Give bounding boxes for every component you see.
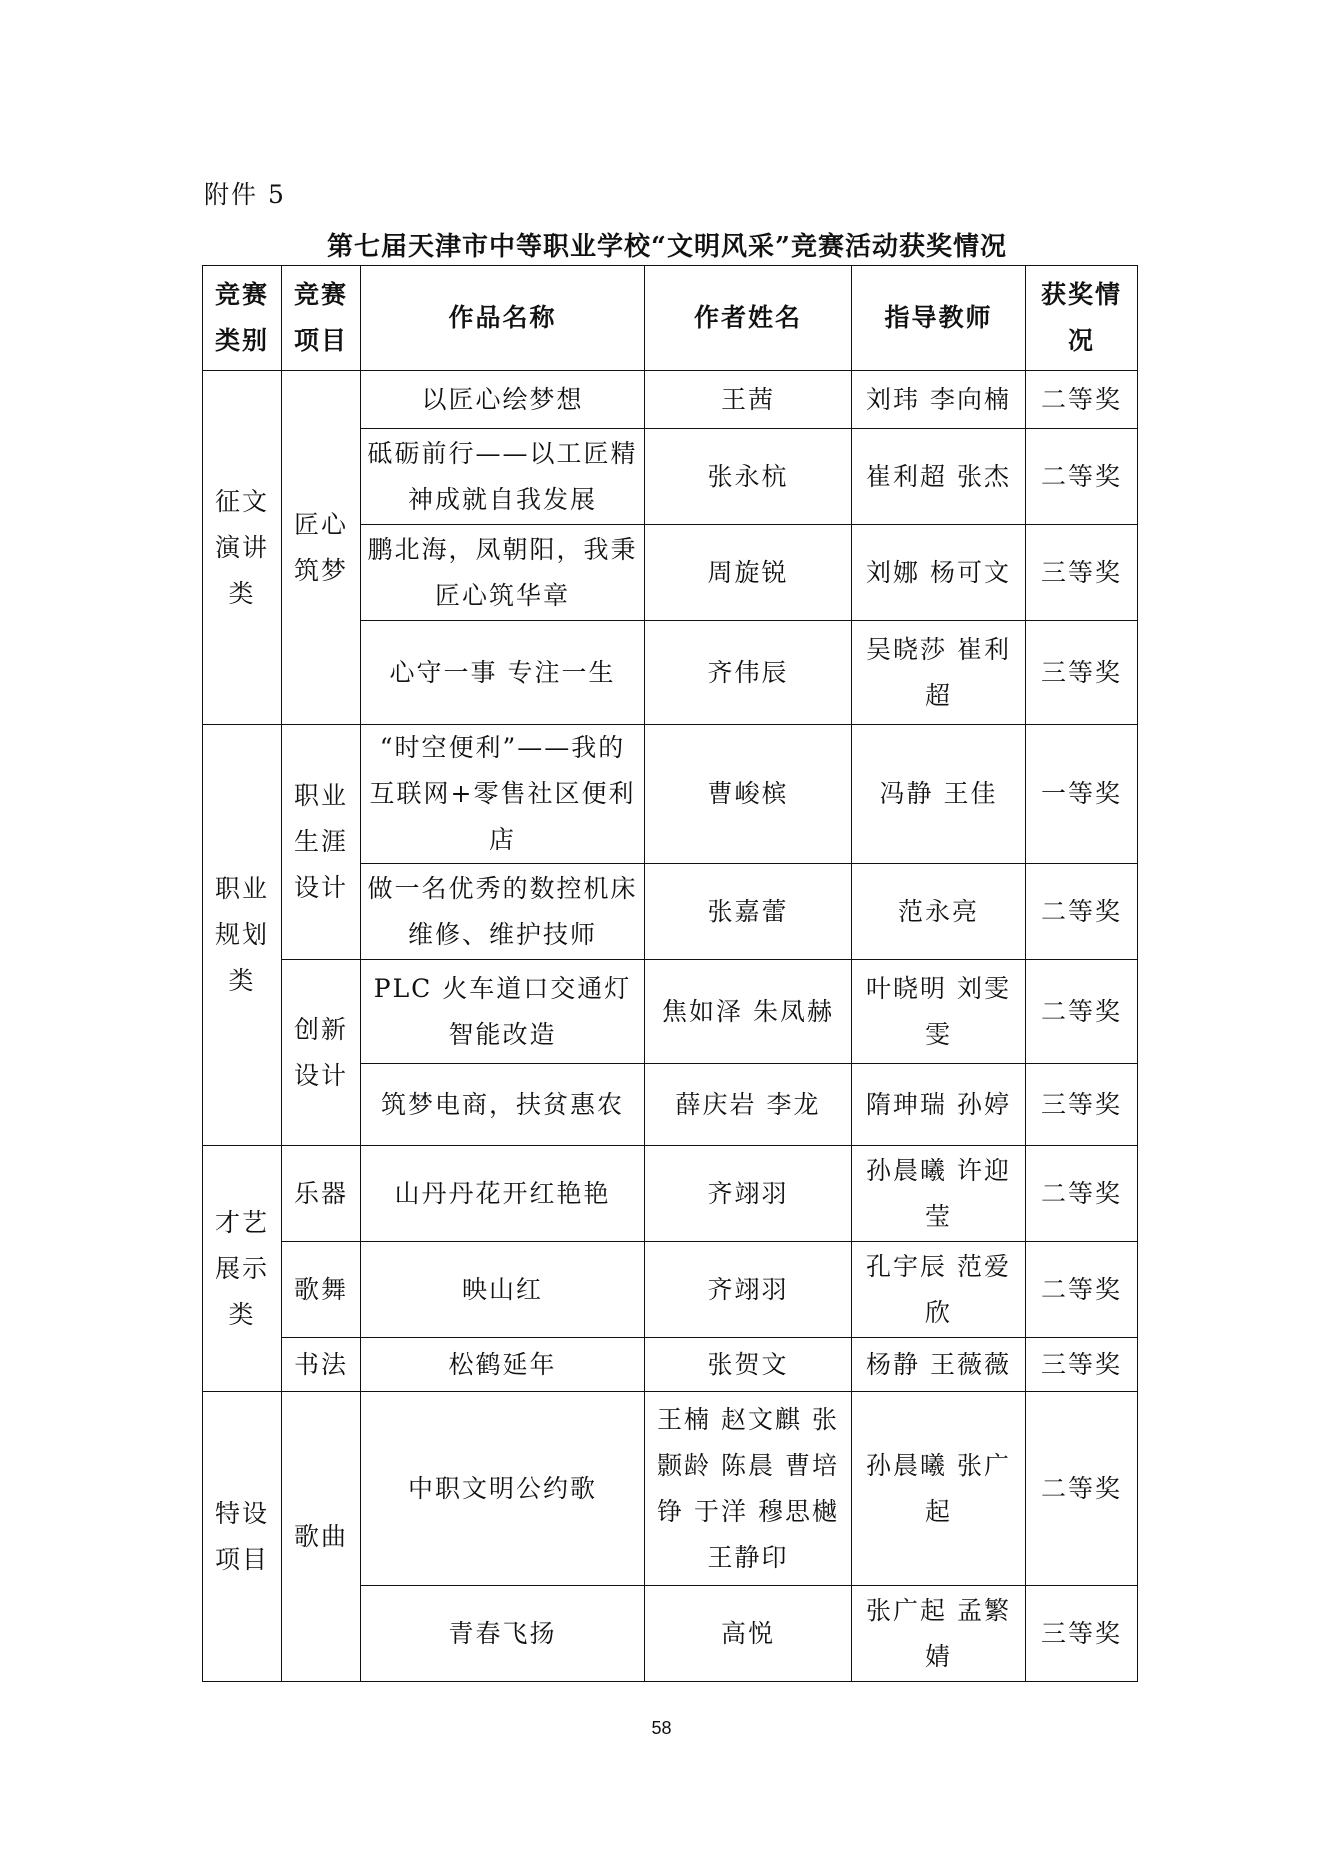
award-cell: 三等奖 bbox=[1026, 1338, 1138, 1392]
author-cell: 齐伟辰 bbox=[645, 621, 852, 725]
work-cell: 映山红 bbox=[361, 1242, 645, 1338]
teacher-cell: 杨静 王薇薇 bbox=[852, 1338, 1026, 1392]
work-cell: 松鹤延年 bbox=[361, 1338, 645, 1392]
author-cell: 王楠 赵文麒 张颢龄 陈晨 曹培铮 于洋 穆思樾 王静印 bbox=[645, 1392, 852, 1586]
award-cell: 二等奖 bbox=[1026, 1242, 1138, 1338]
award-cell: 二等奖 bbox=[1026, 371, 1138, 429]
teacher-cell: 张广起 孟繁婧 bbox=[852, 1586, 1026, 1682]
work-cell: “时空便利”——我的互联网+零售社区便利店 bbox=[361, 725, 645, 864]
author-cell: 焦如泽 朱凤赫 bbox=[645, 960, 852, 1064]
table-row bbox=[203, 1338, 1138, 1392]
table-row bbox=[203, 1242, 1138, 1338]
author-cell: 齐翊羽 bbox=[645, 1146, 852, 1242]
category-cell: 征文演讲类 bbox=[203, 371, 282, 725]
award-cell: 二等奖 bbox=[1026, 864, 1138, 960]
page-number: 58 bbox=[651, 1718, 672, 1738]
award-cell: 一等奖 bbox=[1026, 725, 1138, 864]
teacher-cell: 刘娜 杨可文 bbox=[852, 525, 1026, 621]
header-work: 作品名称 bbox=[361, 266, 645, 371]
teacher-cell: 冯静 王佳 bbox=[852, 725, 1026, 864]
teacher-cell: 崔利超 张杰 bbox=[852, 429, 1026, 525]
teacher-cell: 孙晨曦 张广起 bbox=[852, 1392, 1026, 1586]
author-cell: 齐翊羽 bbox=[645, 1242, 852, 1338]
work-cell: 山丹丹花开红艳艳 bbox=[361, 1146, 645, 1242]
table-header-row bbox=[203, 266, 1138, 371]
award-cell: 二等奖 bbox=[1026, 1146, 1138, 1242]
award-cell: 三等奖 bbox=[1026, 621, 1138, 725]
author-cell: 高悦 bbox=[645, 1586, 852, 1682]
project-cell: 创新设计 bbox=[282, 960, 361, 1146]
table-row bbox=[203, 725, 1138, 864]
author-cell: 王茜 bbox=[645, 371, 852, 429]
award-cell: 二等奖 bbox=[1026, 1392, 1138, 1586]
work-cell: 以匠心绘梦想 bbox=[361, 371, 645, 429]
project-cell: 书法 bbox=[282, 1338, 361, 1392]
category-cell: 特设项目 bbox=[203, 1392, 282, 1682]
author-cell: 张贺文 bbox=[645, 1338, 852, 1392]
project-cell: 职业生涯设计 bbox=[282, 725, 361, 960]
table-row bbox=[203, 1146, 1138, 1242]
category-cell: 才艺展示类 bbox=[203, 1146, 282, 1392]
project-cell: 歌曲 bbox=[282, 1392, 361, 1682]
annex-label: 附件 5 bbox=[204, 180, 286, 209]
award-cell: 二等奖 bbox=[1026, 960, 1138, 1064]
project-cell: 歌舞 bbox=[282, 1242, 361, 1338]
header-award: 获奖情况 bbox=[1026, 266, 1138, 371]
award-cell: 三等奖 bbox=[1026, 525, 1138, 621]
header-teacher: 指导教师 bbox=[852, 266, 1026, 371]
header-category: 竞赛类别 bbox=[203, 266, 282, 371]
teacher-cell: 隋珅瑞 孙婷 bbox=[852, 1064, 1026, 1146]
award-table bbox=[202, 265, 1138, 1682]
author-cell: 薛庆岩 李龙 bbox=[645, 1064, 852, 1146]
work-cell: 砥砺前行——以工匠精神成就自我发展 bbox=[361, 429, 645, 525]
teacher-cell: 叶晓明 刘雯雯 bbox=[852, 960, 1026, 1064]
document-title: 第七届天津市中等职业学校“文明风采”竞赛活动获奖情况 bbox=[327, 232, 1007, 262]
header-project: 竞赛项目 bbox=[282, 266, 361, 371]
award-cell: 三等奖 bbox=[1026, 1586, 1138, 1682]
teacher-cell: 范永亮 bbox=[852, 864, 1026, 960]
table-row bbox=[203, 371, 1138, 429]
work-cell: 心守一事 专注一生 bbox=[361, 621, 645, 725]
teacher-cell: 孔宇辰 范爱欣 bbox=[852, 1242, 1026, 1338]
teacher-cell: 刘玮 李向楠 bbox=[852, 371, 1026, 429]
teacher-cell: 吴晓莎 崔利超 bbox=[852, 621, 1026, 725]
teacher-cell: 孙晨曦 许迎莹 bbox=[852, 1146, 1026, 1242]
header-author: 作者姓名 bbox=[645, 266, 852, 371]
category-cell: 职业规划类 bbox=[203, 725, 282, 1146]
table-row bbox=[203, 960, 1138, 1064]
work-cell: PLC 火车道口交通灯智能改造 bbox=[361, 960, 645, 1064]
work-cell: 鹏北海，凤朝阳，我秉匠心筑华章 bbox=[361, 525, 645, 621]
author-cell: 周旋锐 bbox=[645, 525, 852, 621]
work-cell: 筑梦电商，扶贫惠农 bbox=[361, 1064, 645, 1146]
author-cell: 张嘉蕾 bbox=[645, 864, 852, 960]
work-cell: 青春飞扬 bbox=[361, 1586, 645, 1682]
author-cell: 张永杭 bbox=[645, 429, 852, 525]
work-cell: 中职文明公约歌 bbox=[361, 1392, 645, 1586]
award-cell: 二等奖 bbox=[1026, 429, 1138, 525]
project-cell: 乐器 bbox=[282, 1146, 361, 1242]
work-cell: 做一名优秀的数控机床维修、维护技师 bbox=[361, 864, 645, 960]
table-row bbox=[203, 1392, 1138, 1586]
author-cell: 曹峻槟 bbox=[645, 725, 852, 864]
project-cell: 匠心筑梦 bbox=[282, 371, 361, 725]
award-cell: 三等奖 bbox=[1026, 1064, 1138, 1146]
